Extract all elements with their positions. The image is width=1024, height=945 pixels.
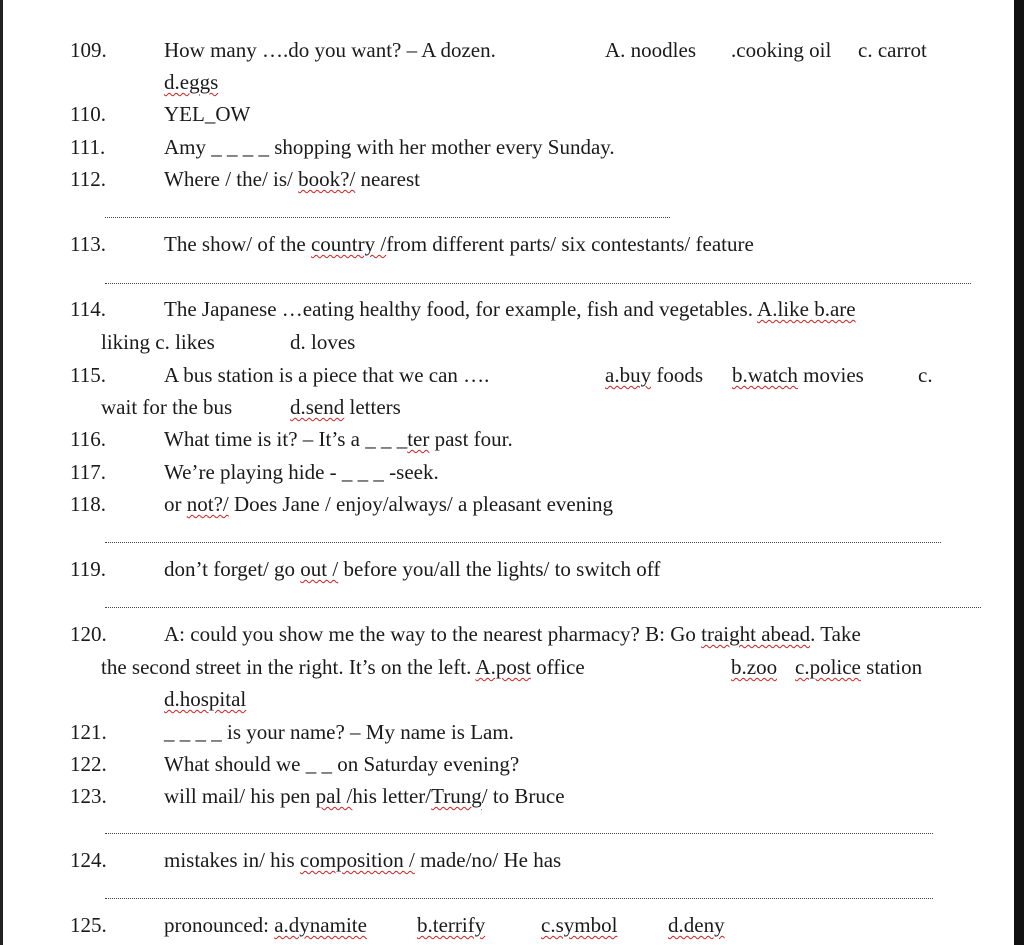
spell-error: not?/ (186, 492, 229, 516)
option-b: b.terrify (417, 913, 486, 937)
question-text: A bus station is a piece that we can …. (164, 363, 490, 387)
question-number: 122. (70, 752, 107, 776)
option-a: a.buy foods (605, 363, 703, 387)
question-text: Amy _ _ _ _ shopping with her mother every Sunday. (164, 135, 615, 159)
question-number: 125. (70, 913, 107, 937)
spell-error: country / (310, 232, 387, 256)
options-a-b: A.like b.are (757, 297, 856, 321)
question-text: don’t forget/ go out / before you/all the lights/ to switch off (164, 557, 661, 581)
question-continuation: liking c. likes (101, 330, 215, 354)
question-text: The Japanese …eating healthy food, for example, fish and vegetables. A.like b.are (164, 297, 856, 321)
question-text: A: could you show me the way to the nearest pharmacy? B: Go traight abead. Take (164, 622, 861, 646)
option-c: c. (918, 363, 933, 387)
option-d: d. loves (290, 330, 356, 354)
question-text: YEL_OW (164, 102, 251, 126)
question-text: What should we _ _ on Saturday evening? (164, 752, 520, 776)
question-number: 111. (70, 135, 106, 159)
question-number: 116. (70, 427, 106, 451)
question-continuation: wait for the bus (101, 395, 233, 419)
answer-line (105, 833, 933, 834)
option-d: d.eggs (164, 70, 219, 94)
question-number: 124. (70, 848, 107, 872)
question-text: What time is it? – It’s a _ _ _ter past four. (164, 427, 513, 451)
answer-line (105, 217, 670, 218)
question-text: The show/ of the country /from different parts/ six contestants/ feature (164, 232, 754, 256)
option-d: d.deny (668, 913, 725, 937)
question-text: or not?/ Does Jane / enjoy/always/ a pleasant evening (164, 492, 614, 516)
option-b: b.zoo (731, 655, 778, 679)
question-number: 115. (70, 363, 106, 387)
question-number: 109. (70, 38, 107, 62)
question-number: 119. (70, 557, 106, 581)
question-text: Where / the/ is/ book?/ nearest (164, 167, 420, 191)
spell-error: out / (300, 557, 339, 581)
question-number: 112. (70, 167, 106, 191)
page-right-border (1014, 0, 1024, 945)
question-text: mistakes in/ his composition / made/no/ He has (164, 848, 562, 872)
option-b: b.watch movies (732, 363, 864, 387)
spell-error: traight abead (701, 622, 811, 646)
option-c: c. carrot (858, 38, 927, 62)
spell-error: ter (407, 427, 430, 451)
option-d: d.hospital (164, 687, 247, 711)
question-number: 123. (70, 784, 107, 808)
question-number: 110. (70, 102, 106, 126)
spell-error: composition / (299, 848, 415, 872)
spell-error: book?/ (298, 167, 356, 191)
option-c: c.police station (795, 655, 923, 679)
spell-error: pal / (315, 784, 353, 808)
answer-line (105, 898, 933, 899)
question-number: 121. (70, 720, 107, 744)
question-text: How many ….do you want? – A dozen. (164, 38, 496, 62)
question-text: will mail/ his pen pal /his letter/Trung/ to Bruce (164, 784, 565, 808)
question-number: 113. (70, 232, 106, 256)
question-text: _ _ _ _ is your name? – My name is Lam. (164, 720, 514, 744)
question-continuation: the second street in the right. It’s on the left. A.post office (101, 655, 585, 679)
question-text: pronounced: a.dynamite (164, 913, 367, 937)
question-text: We’re playing hide - _ _ _ -seek. (164, 460, 439, 484)
question-number: 118. (70, 492, 106, 516)
question-number: 117. (70, 460, 106, 484)
answer-line (105, 607, 981, 608)
option-d: d.send letters (290, 395, 401, 419)
option-b: .cooking oil (731, 38, 832, 62)
question-number: 120. (70, 622, 107, 646)
option-a: A. noodles (605, 38, 696, 62)
option-a: A.post (475, 655, 531, 679)
answer-line (105, 542, 941, 543)
option-a: a.dynamite (274, 913, 367, 937)
question-number: 114. (70, 297, 106, 321)
option-c: c.symbol (541, 913, 618, 937)
spell-error: Trung (431, 784, 482, 808)
answer-line (105, 283, 971, 284)
